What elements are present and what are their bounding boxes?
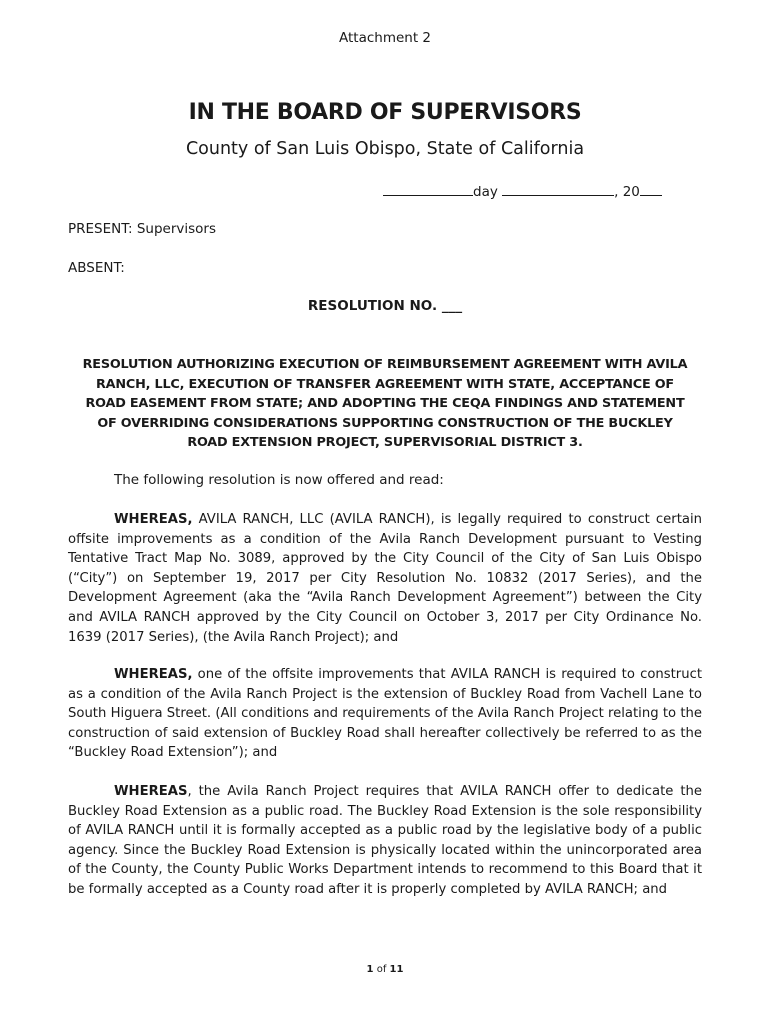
day-label: day xyxy=(473,184,498,200)
whereas-paragraph-2 xyxy=(68,665,702,763)
present-line: PRESENT: Supervisors xyxy=(68,221,217,237)
resolution-heading: RESOLUTION AUTHORIZING EXECUTION OF REIMBURSEMENT AGREEMENT WITH AVILA RANCH, LLC, EXECUTION OF TRANSFER AGREEMENT WITH STATE, ACCEPTANCE OF ROAD EASEMENT FROM STATE; AND ADOPTING THE CEQA FINDINGS AND STATEMENT OF OVERRIDING CONSIDERATIONS SUPPORTING CONSTRUCTION OF THE BUCKLEY ROAD EXTENSION PROJECT, SUPERVISORIAL DISTRICT 3. xyxy=(82,357,688,451)
absent-line: ABSENT: xyxy=(68,260,125,276)
paragraph-text: AVILA RANCH, LLC (AVILA RANCH), is legally required to construct certain offsite improvements as a condition of the Avila Ranch Development pursuant to Vesting Tentative Tract Map No. 3089, approved by the City Council of the City of San Luis Obispo (“City”) on September 19, 2017 per City Resolution No. 10832 (2017 Series), and the Development Agreement (aka the “Avila Ranch Development Agreement”) between the City and AVILA RANCH approved by the City Council on October 3, 2017 per City Ordinance No. 1639 (2017 Series), (the Avila Ranch Project); and xyxy=(68,512,702,645)
current-page-number: 1 xyxy=(366,964,374,975)
intro-line: The following resolution is now offered and read: xyxy=(114,472,444,488)
date-line xyxy=(383,183,662,200)
county-subtitle: County of San Luis Obispo, State of California xyxy=(185,139,585,159)
whereas-lead: WHEREAS xyxy=(114,784,188,799)
year-prefix: , 20 xyxy=(614,184,640,200)
page-footer xyxy=(0,964,770,975)
whereas-paragraph-3 xyxy=(68,782,702,900)
paragraph-text: one of the offsite improvements that AVILA RANCH is required to construct as a condition of the Avila Ranch Project is the extension of Buckley Road from Vachell Lane to South Higuera Street. (All conditions and requirements of the Avila Ranch Project relating to the construction of said extension of Buckley Road shall hereafter collectively be referred to as the “Buckley Road Extension”); and xyxy=(68,667,702,761)
page-of-label: of xyxy=(376,964,387,975)
month-blank xyxy=(502,183,614,196)
whereas-lead: WHEREAS, xyxy=(114,512,193,527)
year-blank xyxy=(640,183,662,196)
day-number-blank xyxy=(383,183,473,196)
paragraph-text: , the Avila Ranch Project requires that AVILA RANCH offer to dedicate the Buckley Road Extension as a public road. The Buckley Road Extension is the sole responsibility of AVILA RANCH until it is formally accepted as a public road by the legislative body of a public agency. Since the Buckley Road Extension is physically located within the unincorporated area of the County, the County Public Works Department intends to recommend to this Board that it be formally accepted as a County road after it is properly completed by AVILA RANCH; and xyxy=(68,784,702,897)
resolution-number: RESOLUTION NO. ___ xyxy=(307,298,463,314)
total-page-count: 11 xyxy=(389,964,404,975)
whereas-paragraph-1 xyxy=(68,510,702,647)
whereas-lead: WHEREAS, xyxy=(114,667,193,682)
attachment-label: Attachment 2 xyxy=(338,30,432,46)
board-title: IN THE BOARD OF SUPERVISORS xyxy=(188,100,582,125)
